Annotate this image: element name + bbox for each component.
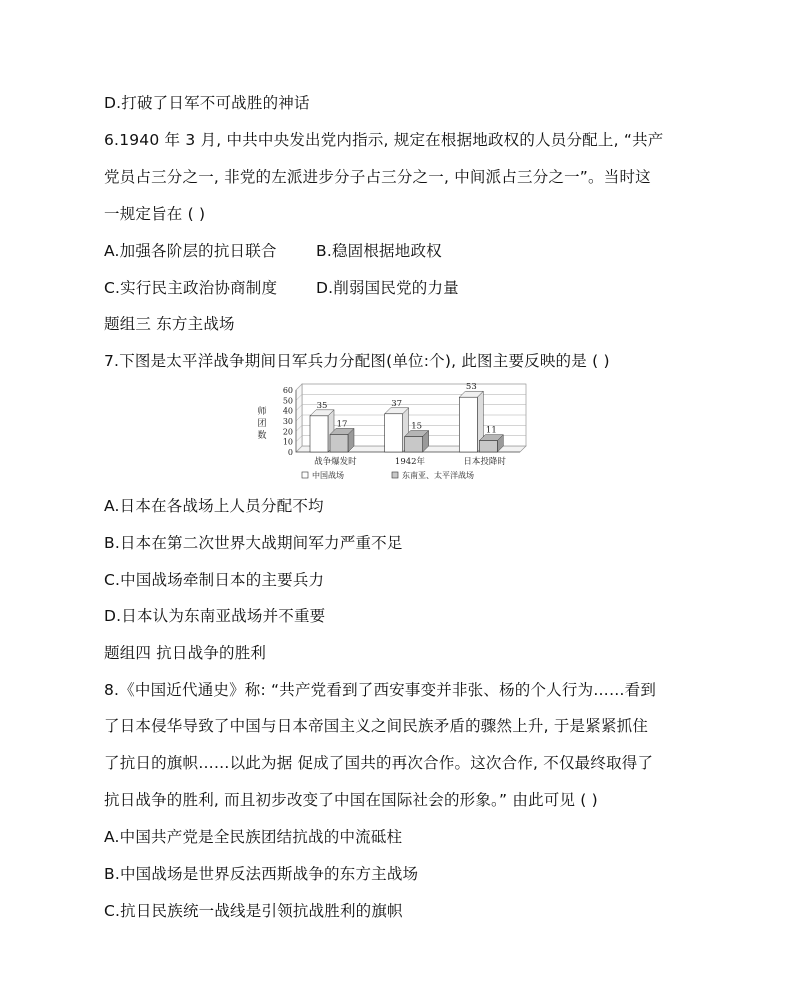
data-label: 15 (411, 421, 423, 432)
y-tick-label: 10 (282, 437, 293, 447)
y-tick-label: 60 (282, 386, 293, 395)
q6-option-a: A.加强各阶层的抗日联合 (104, 242, 277, 260)
bar-pacific (405, 437, 423, 453)
data-label: 35 (316, 400, 328, 411)
troop-distribution-chart (252, 380, 532, 490)
bar-china (385, 414, 403, 452)
q7-option-c: C.中国战场牵制日本的主要兵力 (104, 571, 325, 589)
q6-stem-line1: 6.1940 年 3 月, 中共中央发出党内指示, 规定在根据地政权的人员分配上, “共产 (104, 131, 664, 149)
chart-svg (252, 380, 532, 490)
bar-china (459, 397, 477, 452)
data-label: 17 (336, 419, 348, 430)
y-axis-label: 数 (257, 431, 267, 441)
group4-heading: 题组四 抗日战争的胜利 (104, 644, 267, 662)
y-axis-label: 团 (257, 419, 267, 429)
q6-stem-line3: 一规定旨在 ( ) (104, 205, 206, 223)
q8-stem-line4: 抗日战争的胜利, 而且初步改变了中国在国际社会的形象。” 由此可见 ( ) (104, 791, 598, 809)
data-label: 11 (485, 425, 497, 436)
y-tick-label: 20 (282, 427, 293, 437)
q8-option-b: B.中国战场是世界反法西斯战争的东方主战场 (104, 865, 419, 883)
q6-option-c: C.实行民主政治协商制度 (104, 279, 278, 297)
q8-option-c: C.抗日民族统一战线是引领抗战胜利的旗帜 (104, 902, 403, 920)
bar-china (310, 416, 328, 452)
q7-option-b: B.日本在第二次世界大战期间军力严重不足 (104, 534, 403, 552)
y-tick-label: 50 (282, 396, 293, 406)
legend-label: 中国战场 (312, 471, 344, 480)
q7-stem: 7.下图是太平洋战争期间日军兵力分配图(单位:个), 此图主要反映的是 ( ) (104, 352, 610, 370)
legend-label: 东南亚、太平洋战场 (402, 471, 474, 480)
bar-pacific (330, 434, 348, 452)
q6-option-d: D.削弱国民党的力量 (316, 279, 459, 297)
data-label: 53 (465, 382, 477, 393)
q8-stem-line1: 8.《中国近代通史》称: “共产党看到了西安事变并非张、杨的个人行为……看到 (104, 681, 657, 699)
y-tick-label: 0 (287, 448, 293, 457)
y-axis-label: 师 (257, 407, 267, 417)
q8-option-a: A.中国共产党是全民族团结抗战的中流砥柱 (104, 828, 403, 846)
group3-heading: 题组三 东方主战场 (104, 315, 235, 333)
q5-option-d: D.打破了日军不可战胜的神话 (104, 94, 310, 112)
q6-option-b: B.稳固根据地政权 (316, 242, 442, 260)
x-tick-label: 1942年 (394, 457, 426, 467)
q8-stem-line3: 了抗日的旗帜……以此为据 促成了国共的再次合作。这次合作, 不仅最终取得了 (104, 754, 654, 772)
bar-pacific (479, 441, 497, 452)
q7-option-d: D.日本认为东南亚战场并不重要 (104, 607, 326, 625)
x-tick-label: 日本投降时 (463, 457, 506, 467)
legend-swatch (392, 472, 398, 478)
legend-swatch (302, 472, 308, 478)
q6-stem-line2: 党员占三分之一, 非党的左派进步分子占三分之一, 中间派占三分之一”。当时这 (104, 168, 651, 186)
data-label: 37 (391, 398, 403, 409)
q8-stem-line2: 了日本侵华导致了中国与日本帝国主义之间民族矛盾的骤然上升, 于是紧紧抓住 (104, 717, 649, 735)
y-tick-label: 40 (282, 406, 293, 416)
q7-option-a: A.日本在各战场上人员分配不均 (104, 497, 324, 515)
y-tick-label: 30 (282, 417, 293, 426)
x-tick-label: 战争爆发时 (314, 457, 357, 467)
